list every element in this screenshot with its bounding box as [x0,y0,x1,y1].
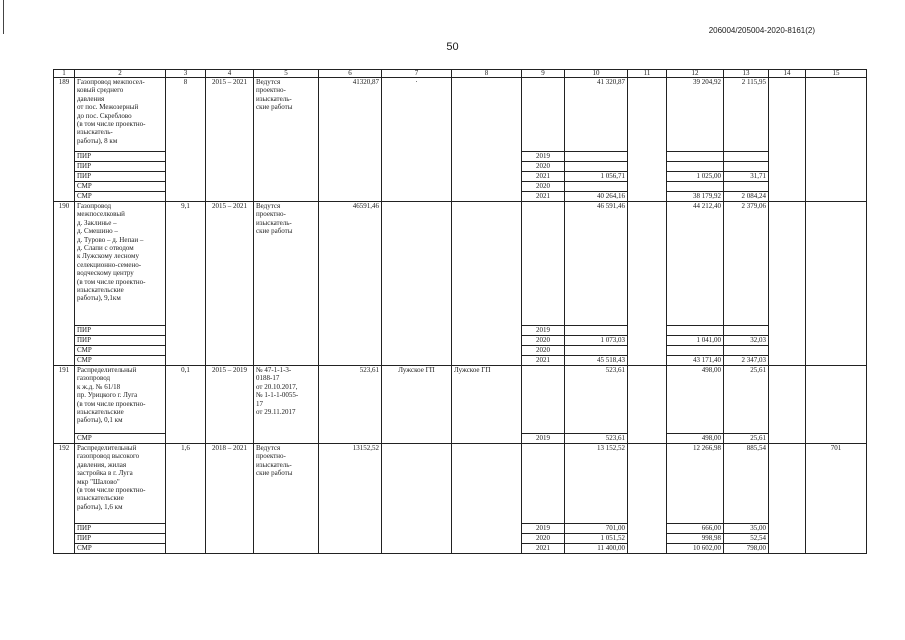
col15-cell [806,78,867,202]
work-type-cell: СМР [75,544,166,554]
amount-cell [724,346,769,356]
column-number: 4 [206,70,254,78]
col14-cell [769,202,806,366]
column-number: 11 [628,70,667,78]
amount-cell: 523,61 [565,434,628,444]
municipality-cell: Лужское ГП [382,366,452,444]
amount-cell: 498,00 [667,434,724,444]
year-cell: 2020 [522,162,565,172]
amount-cell: 43 171,40 [667,356,724,366]
column-number: 9 [522,70,565,78]
column-number: 14 [769,70,806,78]
amount-cell: 2 347,03 [724,356,769,366]
year-cell [522,366,565,434]
cost-cell: 13152,52 [319,444,382,554]
amount-cell [667,326,724,336]
column-number: 1 [54,70,75,78]
amount-cell: 2 084,24 [724,192,769,202]
amount-cell [724,162,769,172]
amount-cell: 35,00 [724,524,769,534]
year-cell: 2019 [522,434,565,444]
column-number: 6 [319,70,382,78]
amount-cell [724,326,769,336]
row-number-cell: 192 [54,444,75,554]
work-type-cell: СМР [75,434,166,444]
row-number-cell: 191 [54,366,75,444]
work-type-cell: ПИР [75,524,166,534]
document-code: 206004/205004-2020-8161(2) [708,26,815,35]
settlement-cell [452,78,522,202]
row-number-cell: 189 [54,78,75,202]
year-cell [522,444,565,524]
amount-cell [667,162,724,172]
amount-cell: 25,61 [724,434,769,444]
amount-cell [667,152,724,162]
column-number: 2 [75,70,166,78]
year-cell [522,78,565,152]
column-number: 8 [452,70,522,78]
period-cell: 2015 – 2021 [206,78,254,202]
status-cell: Ведутся проектно- изыскатель- ские работы [254,444,319,554]
amount-cell [565,162,628,172]
col13-cell: 885,54 [724,444,769,524]
table-row [54,202,867,326]
table-row [54,78,867,152]
page-number: 50 [446,41,459,53]
amount-cell: 31,71 [724,172,769,182]
amount-cell: 1 051,52 [565,534,628,544]
row-number-cell: 190 [54,202,75,366]
column-number-row [54,70,867,78]
col15-cell [806,202,867,366]
amount-cell: 798,00 [724,544,769,554]
amount-cell: 1 025,00 [667,172,724,182]
amount-cell: 45 518,43 [565,356,628,366]
work-type-cell: ПИР [75,172,166,182]
col13-cell: 2 115,95 [724,78,769,152]
column-number: 7 [382,70,452,78]
status-cell: № 47-1-1-3- 0188-17 от 20.10.2017, № 1-1-1-0055- 17 от 29.11.2017 [254,366,319,444]
col11-cell [628,366,667,444]
col12-cell: 44 212,40 [667,202,724,326]
amount-cell: 1 041,00 [667,336,724,346]
table-row [54,366,867,434]
column-number: 15 [806,70,867,78]
status-cell: Ведутся проектно- изыскатель- ские работы [254,78,319,202]
work-type-cell: СМР [75,356,166,366]
municipality-cell: · [382,78,452,202]
length-cell: 8 [166,78,206,202]
municipality-cell [382,202,452,366]
cost-cell: 41320,87 [319,78,382,202]
column-number: 13 [724,70,769,78]
program-table [53,69,867,554]
year-cell: 2019 [522,524,565,534]
amount-cell: 10 602,00 [667,544,724,554]
total-cell: 41 320,87 [565,78,628,152]
col14-cell [769,366,806,444]
period-cell: 2018 – 2021 [206,444,254,554]
total-cell: 523,61 [565,366,628,434]
year-cell: 2019 [522,326,565,336]
period-cell: 2015 – 2019 [206,366,254,444]
period-cell: 2015 – 2021 [206,202,254,366]
work-type-cell: СМР [75,192,166,202]
amount-cell: 11 400,00 [565,544,628,554]
settlement-cell [452,444,522,554]
object-name-cell: Распределительный газопровод высокого давления, жилая застройка в г. Луга мкр "Шалово" (в том числе проектно- изыскательские работы), 1,6 км [75,444,166,524]
length-cell: 1,6 [166,444,206,554]
amount-cell: 40 264,16 [565,192,628,202]
col12-cell: 498,00 [667,366,724,434]
year-cell [522,202,565,326]
year-cell: 2021 [522,356,565,366]
amount-cell: 52,54 [724,534,769,544]
table-row [54,444,867,524]
amount-cell: 666,00 [667,524,724,534]
amount-cell: 701,00 [565,524,628,534]
year-cell: 2020 [522,346,565,356]
year-cell: 2021 [522,172,565,182]
amount-cell: 998,98 [667,534,724,544]
work-type-cell: ПИР [75,534,166,544]
settlement-cell: Лужское ГП [452,366,522,444]
amount-cell [724,152,769,162]
col11-cell [628,78,667,202]
year-cell: 2020 [522,336,565,346]
col11-cell [628,444,667,554]
amount-cell [565,326,628,336]
total-cell: 13 152,52 [565,444,628,524]
scan-edge-line [3,0,4,34]
year-cell: 2020 [522,534,565,544]
object-name-cell: Газопровод межпоселковый д. Заклинье – д. Смешино – д. Турово – д. Непаи – д. Слапи с отводом к Лужскому лесному селекционно-семено- водческому центру (в том числе проектно- изыскательские работы), 9,1км [75,202,166,326]
settlement-cell [452,202,522,366]
column-number: 5 [254,70,319,78]
amount-cell [667,182,724,192]
status-cell: Ведутся проектно- изыскатель- ские работы [254,202,319,366]
cost-cell: 46591,46 [319,202,382,366]
year-cell: 2021 [522,544,565,554]
column-number: 10 [565,70,628,78]
col11-cell [628,202,667,366]
amount-cell [565,346,628,356]
year-cell: 2019 [522,152,565,162]
amount-cell [565,182,628,192]
work-type-cell: СМР [75,346,166,356]
amount-cell: 38 179,92 [667,192,724,202]
amount-cell: 32,03 [724,336,769,346]
amount-cell [724,182,769,192]
work-type-cell: СМР [75,182,166,192]
col13-cell: 25,61 [724,366,769,434]
municipality-cell [382,444,452,554]
col12-cell: 39 204,92 [667,78,724,152]
col15-cell: 701 [806,444,867,554]
year-cell: 2020 [522,182,565,192]
work-type-cell: ПИР [75,336,166,346]
length-cell: 0,1 [166,366,206,444]
column-number: 3 [166,70,206,78]
object-name-cell: Газопровод межпосел- ковый среднего давления от пос. Межозерный до пос. Скреблово (в том числе проектно- изыскатель- работы), 8 км [75,78,166,152]
col14-cell [769,444,806,554]
amount-cell [565,152,628,162]
column-number: 12 [667,70,724,78]
table-body [54,78,867,554]
length-cell: 9,1 [166,202,206,366]
amount-cell: 1 056,71 [565,172,628,182]
work-type-cell: ПИР [75,152,166,162]
work-type-cell: ПИР [75,326,166,336]
amount-cell [667,346,724,356]
total-cell: 46 591,46 [565,202,628,326]
work-type-cell: ПИР [75,162,166,172]
col12-cell: 12 266,98 [667,444,724,524]
amount-cell: 1 073,03 [565,336,628,346]
cost-cell: 523,61 [319,366,382,444]
table-header [54,70,867,78]
object-name-cell: Распределительный газопровод к ж.д. № 61/18 пр. Урицкого г. Луга (в том числе проектно- изыскательские работы), 0,1 км [75,366,166,434]
col14-cell [769,78,806,202]
year-cell: 2021 [522,192,565,202]
col13-cell: 2 379,06 [724,202,769,326]
col15-cell [806,366,867,444]
